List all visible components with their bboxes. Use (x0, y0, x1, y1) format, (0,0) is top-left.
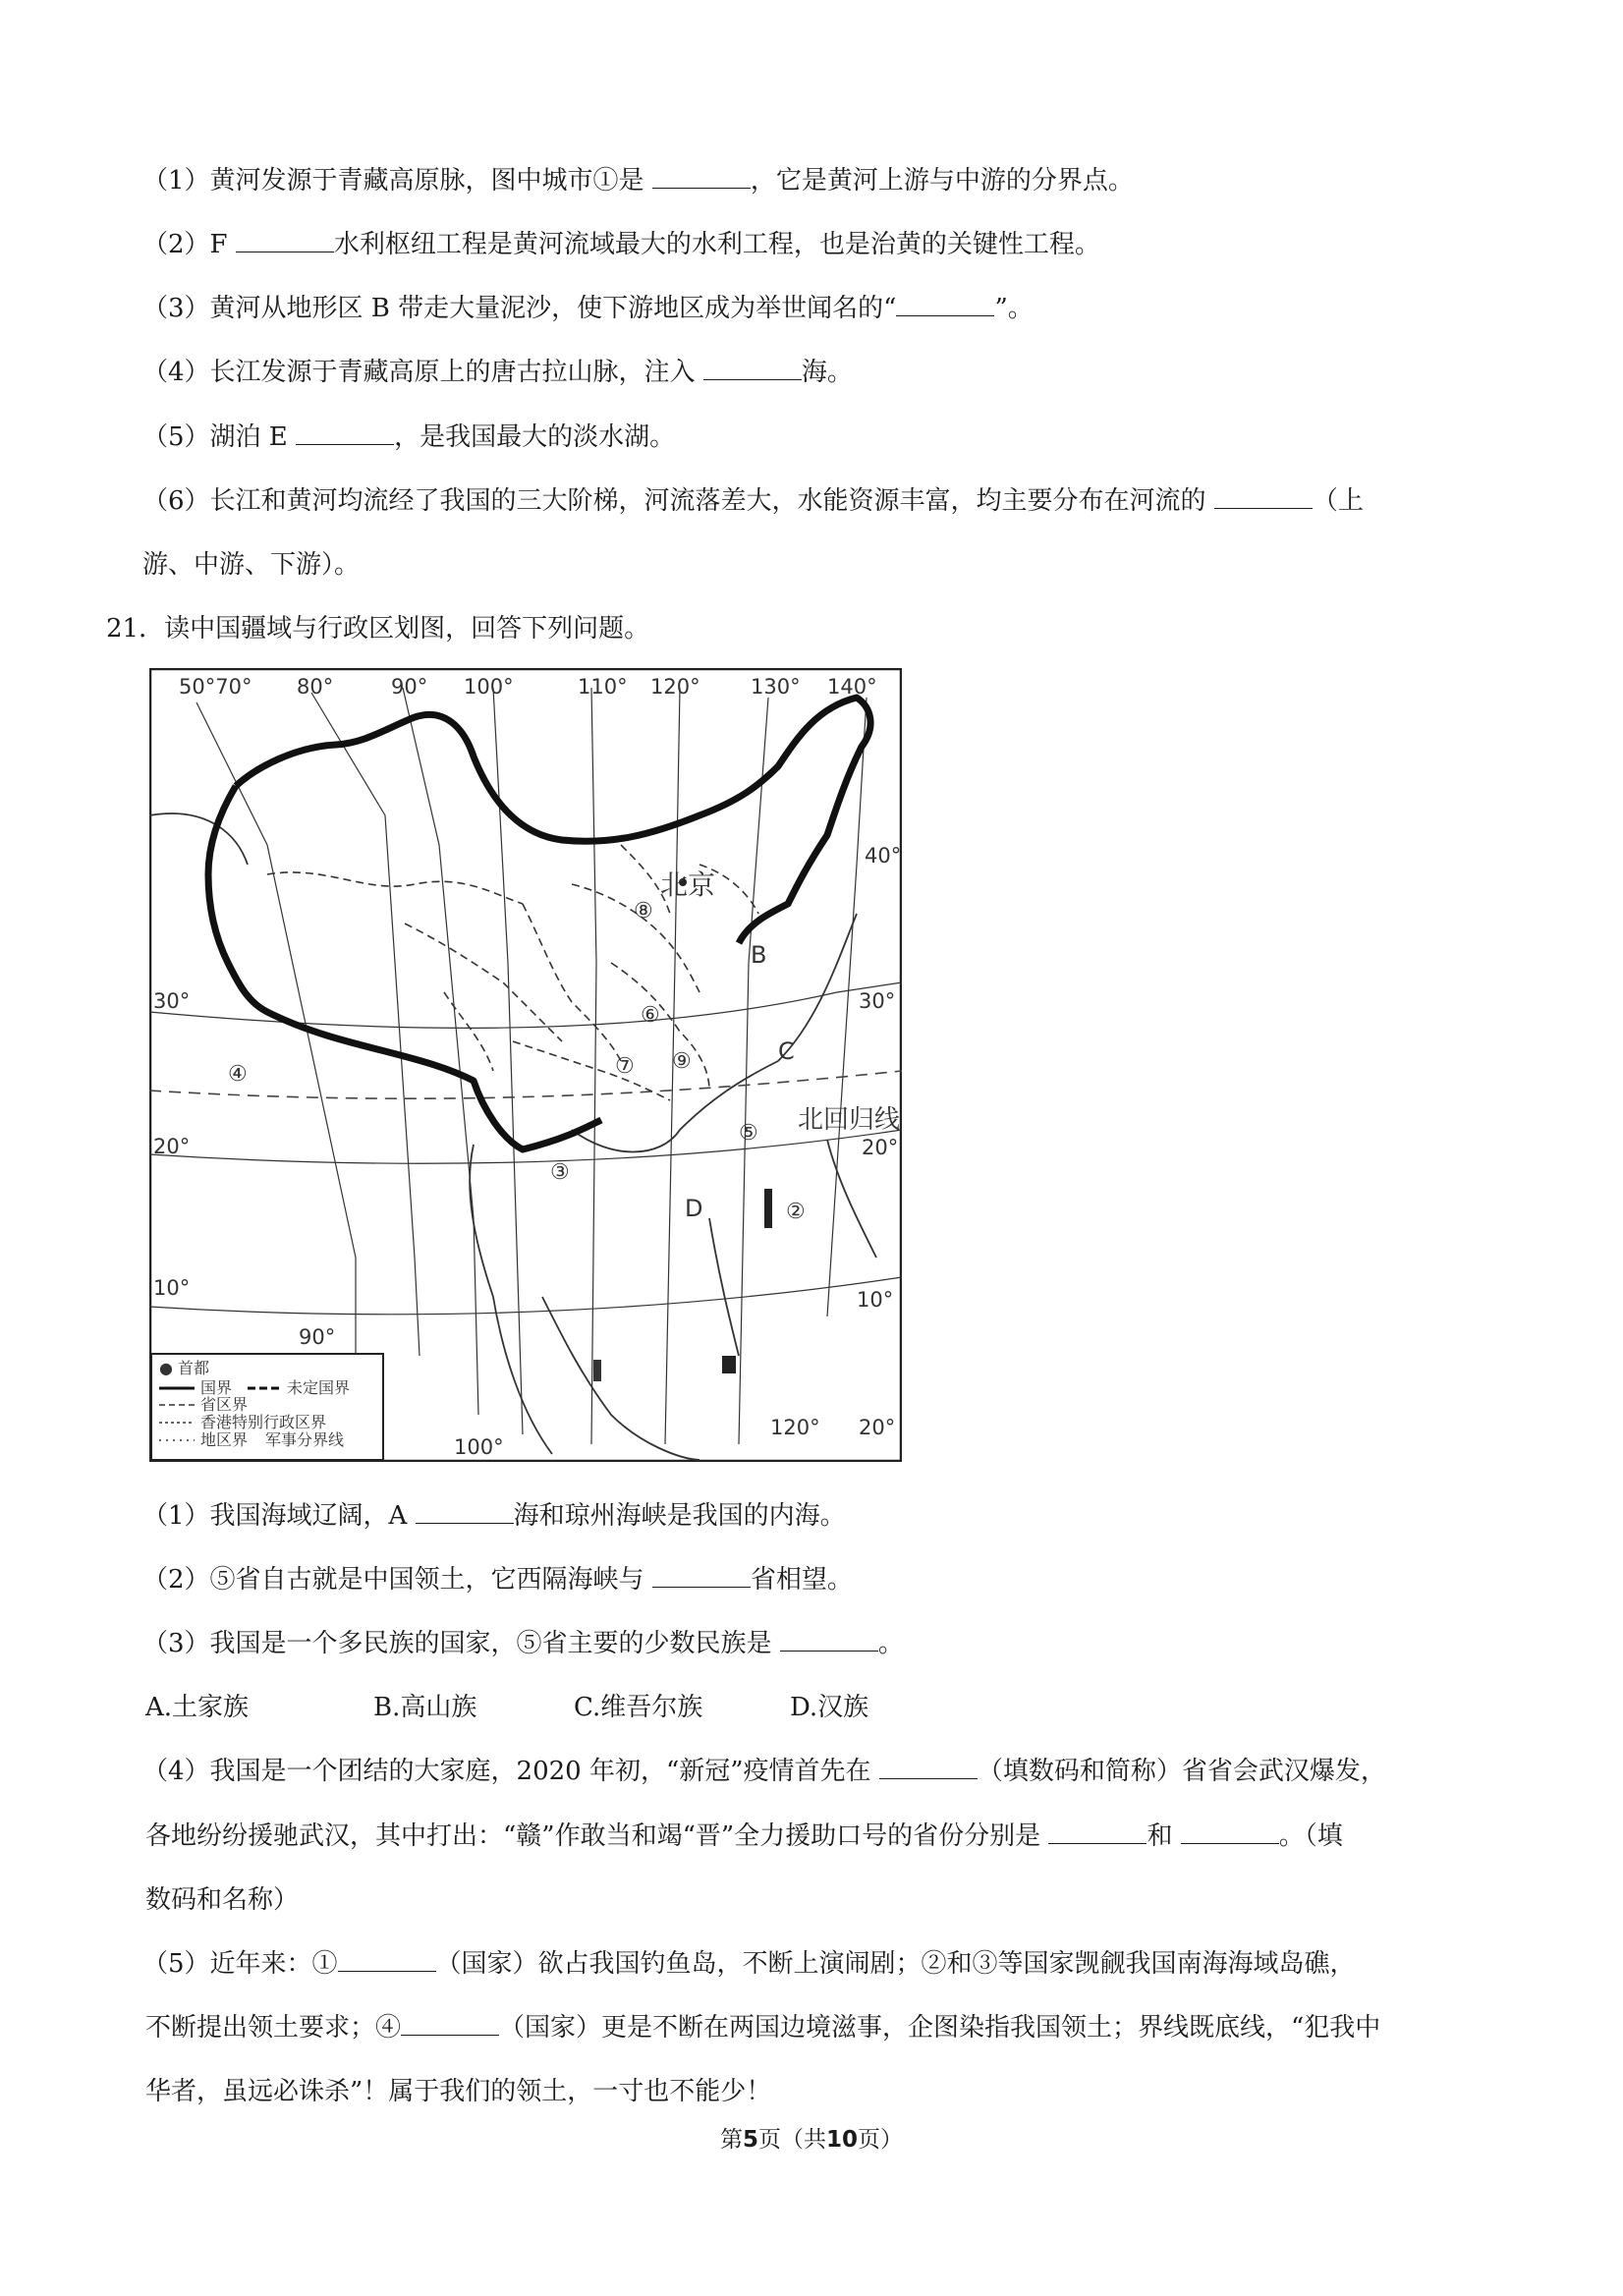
q20-item-2: （2）F 水利枢纽工程是黄河流域最大的水利工程，也是治黄的关键性工程。 (142, 230, 1100, 259)
marker-5: ⑤ (739, 1121, 758, 1146)
answer-blank[interactable] (896, 294, 994, 316)
legend-military: 军事分界线 (265, 1430, 345, 1449)
q21-item-5: （5）近年来：① （国家）欲占我国钓鱼岛，不断上演闹剧；②和③等国家觊觎我国南海海域岛礁， (142, 1949, 1356, 1979)
legend-region: 地区界 (200, 1430, 249, 1449)
marker-3: ③ (550, 1160, 570, 1185)
island-mark (764, 1189, 772, 1228)
answer-blank[interactable] (338, 1949, 436, 1972)
page-footer: 第5页（共10页） (719, 2127, 904, 2153)
lat-label: 10° (857, 1288, 894, 1312)
q20-item-1: （1）黄河发源于青藏高原脉，图中城市①是 ，它是黄河上游与中游的分界点。 (142, 166, 1134, 196)
q20-item-6-cont: 游、中游、下游）。 (142, 550, 361, 580)
answer-blank[interactable] (703, 358, 802, 380)
china-map (149, 668, 902, 1462)
lon-label: 120° (650, 675, 700, 699)
lon-label: 100° (464, 675, 514, 699)
q20-item-6: （6）长江和黄河均流经了我国的三大阶梯，河流落差大，水能资源丰富，均主要分布在河流的 （上 (142, 486, 1364, 516)
q21-item-2: （2）⑤省自古就是中国领土，它西隔海峡与 省相望。 (142, 1565, 853, 1595)
lat-label: 10° (153, 1276, 191, 1300)
q21-item-3: （3）我国是一个多民族的国家，⑤省主要的少数民族是 。 (142, 1629, 904, 1658)
legend-hk: 香港特别行政区界 (200, 1413, 327, 1431)
lat-label: 20° (862, 1136, 899, 1159)
choice-b[interactable]: B.高山族 (373, 1693, 477, 1722)
q21-item-1: （1）我国海域辽阔，A 海和琼州海峡是我国的内海。 (142, 1501, 846, 1531)
region-letter-d: D (685, 1195, 703, 1222)
lon-label-bottom: 120° (770, 1416, 820, 1439)
lat-label: 30° (153, 989, 191, 1013)
lon-label: 80° (297, 675, 334, 699)
capital-label: 北京 (660, 868, 716, 901)
map-legend (151, 1354, 383, 1460)
choice-a[interactable]: A.土家族 (145, 1693, 250, 1722)
marker-4: ④ (228, 1062, 248, 1087)
q21-item-5-line3: 华者，虽远必诛杀”！属于我们的领土，一寸也不能少！ (145, 2077, 772, 2106)
lon-label-bottom: 100° (454, 1435, 504, 1459)
choice-c[interactable]: C.维吾尔族 (574, 1693, 703, 1722)
lon-label: 90° (391, 675, 428, 699)
answer-blank[interactable] (236, 230, 334, 252)
marker-9: ⑨ (672, 1049, 692, 1074)
q20-item-5: （5）湖泊 E ，是我国最大的淡水湖。 (142, 422, 676, 452)
island-mark (722, 1356, 736, 1373)
answer-blank[interactable] (652, 1565, 751, 1588)
marker-2: ② (786, 1200, 806, 1224)
answer-blank[interactable] (416, 1501, 514, 1524)
q21-item-4: （4）我国是一个团结的大家庭，2020 年初，“新冠”疫情首先在 （填数码和简称）省省会武汉爆发， (142, 1757, 1386, 1786)
china-map-figure (149, 668, 902, 1462)
lon-label: 110° (578, 675, 628, 699)
q21-item-4-line2: 各地纷纷援驰武汉，其中打出：“赣”作敢当和竭“晋”全力援助口号的省份分别是 和 。（填 (145, 1821, 1343, 1851)
legend-capital: ● 首都 (159, 1359, 210, 1377)
choice-d[interactable]: D.汉族 (790, 1693, 869, 1722)
q21-item-5-line2: 不断提出领土要求；④ （国家）更是不断在两国边境滋事，企图染指我国领土；界线既底线，“犯我中 (145, 2013, 1381, 2043)
tropic-label: 北回归线 (798, 1105, 901, 1135)
page-number: 5 (742, 2127, 758, 2153)
legend-national-border: 国界 (200, 1378, 233, 1397)
lat-label: 30° (859, 989, 896, 1013)
lon-label-bottom: 90° (299, 1325, 336, 1349)
page-total: 10 (826, 2127, 859, 2153)
island-mark (593, 1360, 601, 1381)
legend-province: 省区界 (200, 1395, 249, 1414)
q21-item-4-line3: 数码和名称） (145, 1885, 300, 1915)
lon-label: 130° (751, 675, 801, 699)
lon-label-bottom: 20° (859, 1416, 896, 1439)
marker-7: ⑦ (615, 1054, 635, 1079)
q20-item-3: （3）黄河从地形区 B 带走大量泥沙，使下游地区成为举世闻名的“ ”。 (142, 294, 1034, 323)
region-letter-c: C (778, 1037, 795, 1065)
answer-blank[interactable] (1214, 486, 1313, 509)
q21-title: 21．读中国疆域与行政区划图，回答下列问题。 (106, 614, 650, 644)
lat-label: 20° (153, 1135, 191, 1158)
lon-label: 50°70° (179, 675, 252, 699)
region-letter-b: B (751, 941, 767, 969)
marker-6: ⑥ (641, 1003, 660, 1028)
lon-label: 140° (827, 675, 877, 699)
answer-blank[interactable] (1048, 1821, 1147, 1844)
answer-blank[interactable] (652, 166, 751, 189)
answer-blank[interactable] (780, 1629, 878, 1652)
answer-blank[interactable] (296, 422, 394, 445)
marker-8: ⑧ (634, 899, 653, 924)
q20-item-4: （4）长江发源于青藏高原上的唐古拉山脉，注入 海。 (142, 358, 853, 387)
answer-blank[interactable] (401, 2013, 499, 2036)
lat-label: 40° (865, 844, 902, 868)
answer-blank[interactable] (1181, 1821, 1279, 1844)
answer-blank[interactable] (879, 1757, 978, 1779)
legend-undetermined-border: 未定国界 (287, 1378, 351, 1397)
